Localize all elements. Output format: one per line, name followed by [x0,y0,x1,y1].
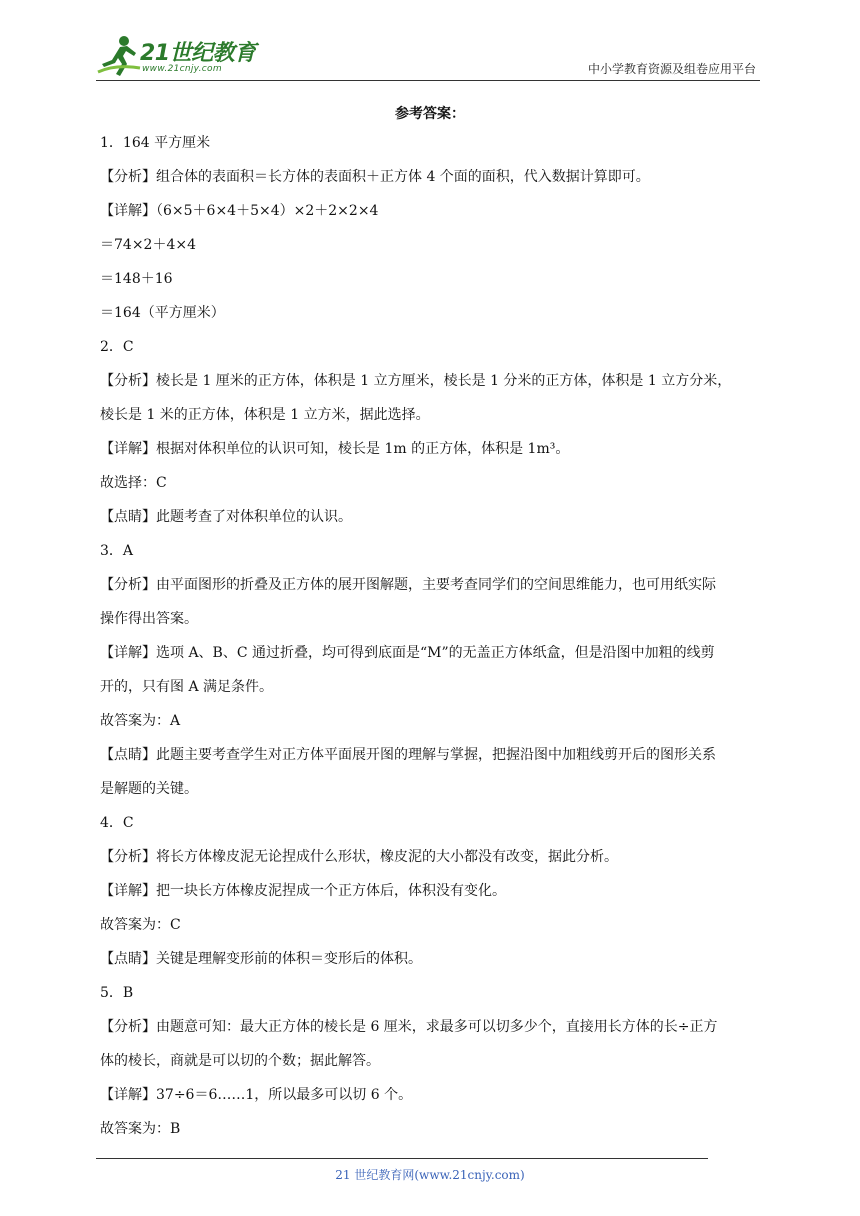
logo-url: www.21cnjy.com [142,64,222,74]
text-line: 故选择：C [100,475,167,491]
text-line: 【点睛】关键是理解变形前的体积＝变形后的体积。 [100,951,422,967]
text-line: 【点睛】此题主要考查学生对正方体平面展开图的理解与掌握，把握沿图中加粗线剪开后的图形关系 [100,747,716,763]
text-line: 是解题的关键。 [100,781,198,797]
text-line: 3．A [100,543,134,559]
runner-logo-icon [96,34,144,78]
footer-divider [96,1158,708,1159]
text-line: 【分析】组合体的表面积＝长方体的表面积＋正方体 4 个面的面积，代入数据计算即可。 [100,169,650,185]
text-line: 【详解】选项 A、B、C 通过折叠，均可得到底面是“M”的无盖正方体纸盒，但是沿图中加粗的线剪 [100,645,715,661]
text-line: 【详解】根据对体积单位的认识可知，棱长是 1m 的正方体，体积是 1m³。 [100,441,570,457]
logo-text: 21世纪教育 [140,41,256,66]
text-line: 2．C [100,339,134,355]
text-line: ＝148＋16 [100,271,173,287]
text-line: 体的棱长，商就是可以切的个数；据此解答。 [100,1053,380,1069]
text-line: 故答案为：A [100,713,181,729]
text-line: ＝164（平方厘米） [100,305,225,321]
text-line: 【分析】由平面图形的折叠及正方体的展开图解题，主要考查同学们的空间思维能力，也可用纸实际 [100,577,716,593]
text-line: 【详解】37÷6＝6……1，所以最多可以切 6 个。 [100,1087,413,1103]
text-line: 【详解】把一块长方体橡皮泥捏成一个正方体后，体积没有变化。 [100,883,506,899]
text-line: 1．164 平方厘米 [100,135,211,151]
text-line: 【分析】由题意可知：最大正方体的棱长是 6 厘米，求最多可以切多少个，直接用长方体的长÷正方 [100,1019,718,1035]
text-line: 操作得出答案。 [100,611,198,627]
site-logo [96,34,266,80]
text-line: 棱长是 1 米的正方体，体积是 1 立方米，据此选择。 [100,407,430,423]
text-line: 4．C [100,815,134,831]
text-line: ＝74×2＋4×4 [100,237,196,253]
page-title: 参考答案： [395,106,465,122]
platform-name: 中小学教育资源及组卷应用平台 [587,62,756,76]
text-line: 【分析】将长方体橡皮泥无论捏成什么形状，橡皮泥的大小都没有改变，据此分析。 [100,849,618,865]
answer-content [100,126,764,1146]
text-line: 【详解】（6×5＋6×4＋5×4）×2＋2×2×4 [100,203,379,219]
text-line: 故答案为：B [100,1121,181,1137]
text-line: 开的，只有图 A 满足条件。 [100,679,274,695]
page-header [0,0,860,90]
text-line: 故答案为：C [100,917,181,933]
text-line: 【点睛】此题考查了对体积单位的认识。 [100,509,352,525]
header-divider [96,80,760,81]
footer-link[interactable]: 21 世纪教育网(www.21cnjy.com) [335,1168,525,1182]
text-line: 【分析】棱长是 1 厘米的正方体，体积是 1 立方厘米，棱长是 1 分米的正方体，体积是 1 立方分米， [100,373,732,389]
text-line: 5．B [100,985,134,1001]
